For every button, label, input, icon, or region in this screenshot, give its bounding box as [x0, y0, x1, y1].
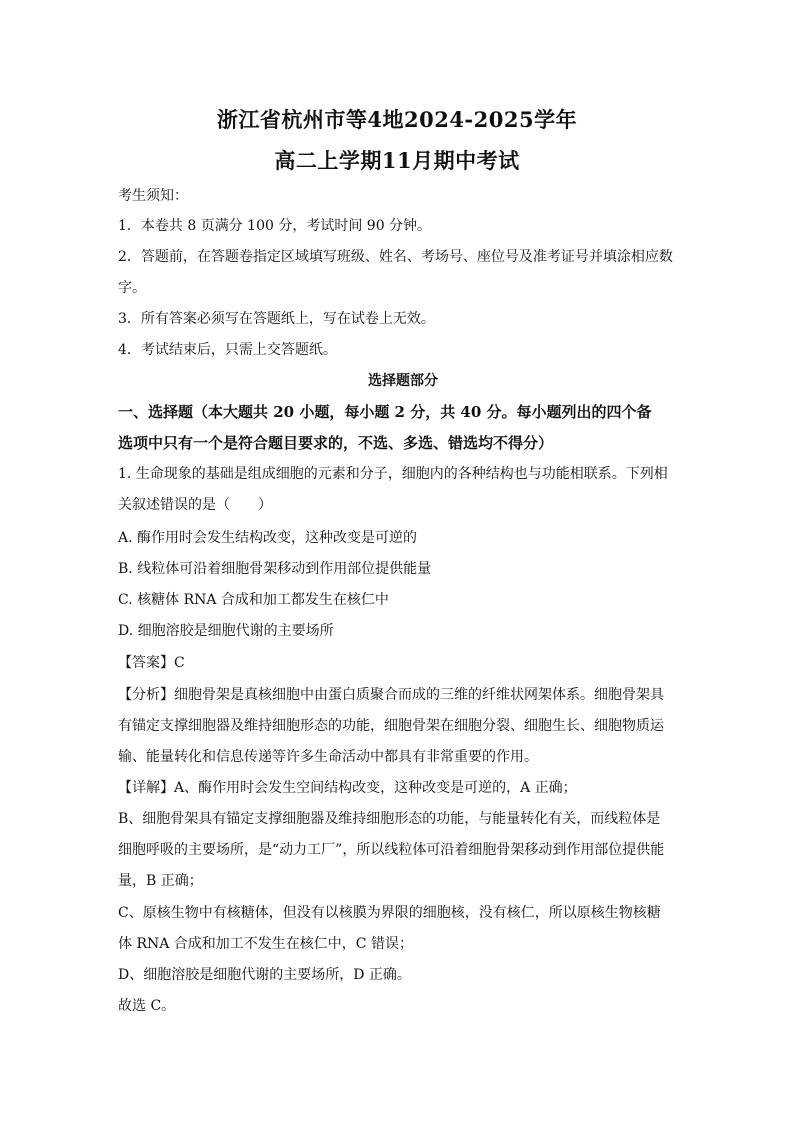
detail-line: D、细胞溶胶是细胞代谢的主要场所，D 正确。: [118, 967, 411, 983]
section-instruction: 一、选择题（本大题共 20 小题，每小题 2 分，共 40 分。每小题列出的四个备: [118, 403, 652, 421]
notice-item: 3．所有答案必须写在答题纸上，写在试卷上无效。: [118, 311, 435, 327]
analysis-line: 【分析】细胞骨架是真核细胞中由蛋白质聚合而成的三维的纤维状网架体系。细胞骨架具: [118, 687, 664, 703]
option-a: A. 酶作用时会发生结构改变，这种改变是可逆的: [118, 530, 418, 546]
analysis-line: 有锚定支撑细胞器及维持细胞形态的功能，细胞骨架在细胞分裂、细胞生长、细胞物质运: [118, 718, 664, 734]
answer-text: 【答案】C: [118, 655, 185, 671]
option-b: B. 线粒体可沿着细胞骨架移动到作用部位提供能量: [118, 561, 432, 577]
question-stem: 1. 生命现象的基础是组成细胞的元素和分子，细胞内的各种结构也与功能相联系。下列相: [118, 466, 668, 482]
section-instruction: 选项中只有一个是符合题目要求的，不选、多选、错选均不得分）: [118, 434, 554, 452]
notice-item: 字。: [118, 280, 146, 296]
detail-line: B、细胞骨架具有锚定支撑细胞器及维持细胞形态的功能，与能量转化有关，而线粒体是: [118, 811, 661, 827]
notice-item: 1．本卷共 8 页满分 100 分，考试时间 90 分钟。: [118, 218, 432, 234]
exam-title-line1: 浙江省杭州市等4地2024-2025学年: [216, 107, 578, 132]
analysis-line: 输、能量转化和信息传递等许多生命活动中都具有非常重要的作用。: [118, 749, 538, 765]
option-c: C. 核糖体 RNA 合成和加工都发生在核仁中: [118, 592, 389, 608]
detail-line: C、原核生物中有核糖体，但没有以核膜为界限的细胞核，没有核仁，所以原核生物核糖: [118, 905, 661, 921]
question-stem: 关叙述错误的是（ ）: [118, 497, 272, 513]
exam-title-line2: 高二上学期11月期中考试: [274, 148, 520, 173]
detail-line: 故选 C。: [118, 998, 176, 1014]
notice-item: 4．考试结束后，只需上交答题纸。: [118, 342, 337, 358]
notice-item: 2．答题前，在答题卷指定区域填写班级、姓名、考场号、座位号及准考证号并填涂相应数: [118, 249, 673, 265]
detail-line: 【详解】A、酶作用时会发生空间结构改变，这种改变是可逆的，A 正确；: [118, 780, 577, 796]
notice-heading: 考生须知：: [118, 188, 188, 204]
detail-line: 量，B 正确；: [118, 873, 203, 889]
option-d: D. 细胞溶胶是细胞代谢的主要场所: [118, 623, 334, 639]
detail-line: 体 RNA 合成和加工不发生在核仁中，C 错误；: [118, 936, 413, 952]
section-title: 选择题部分: [368, 373, 438, 389]
detail-line: 细胞呼吸的主要场所，是“动力工厂”，所以线粒体可沿着细胞骨架移动到作用部位提供能: [118, 842, 665, 858]
